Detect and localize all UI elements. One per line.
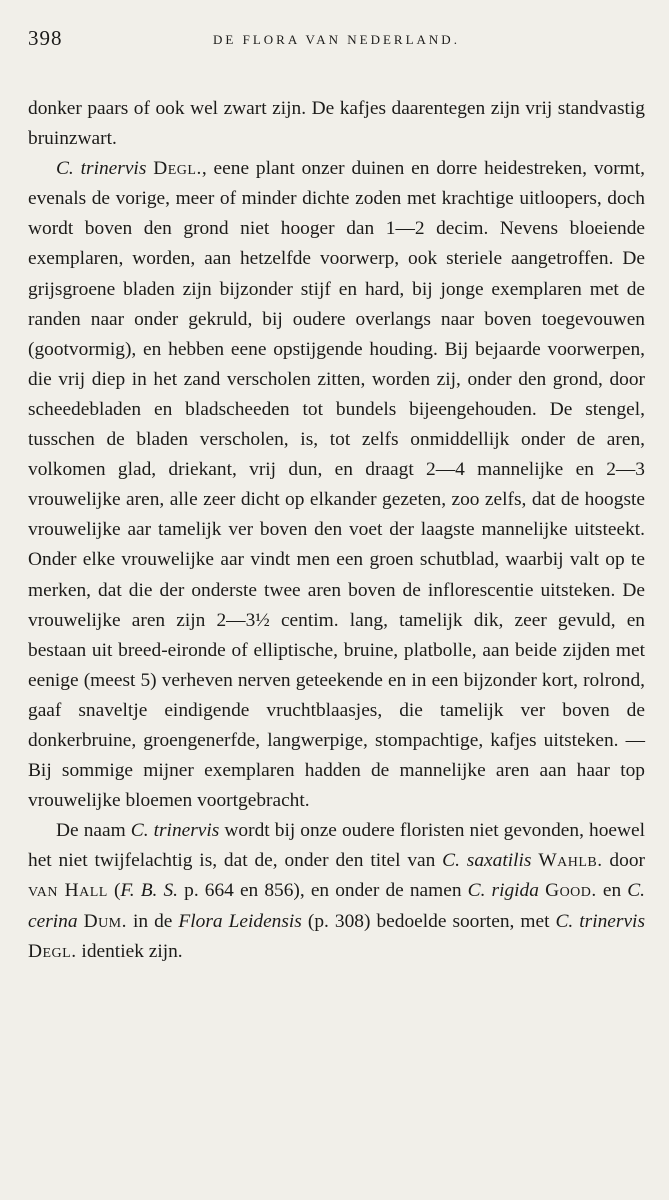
body-text [28,94,645,967]
italic-term: C. cerina [28,880,646,932]
italic-term: C. saxatilis [442,850,532,872]
author-abbreviation: Degl. [153,158,202,180]
text-run: p. 664 en 856), en onder de namen [178,880,468,902]
running-head [28,22,645,56]
italic-term: Flora Leidensis [178,910,302,932]
paragraph-p1 [28,94,645,154]
paragraph-p3 [28,816,645,966]
text-run: (p. 308) bedoelde soorten, met [301,910,556,932]
running-title: DE FLORA VAN NEDERLAND. [213,32,460,47]
italic-term: C. trinervis [56,158,147,180]
text-run: donker paars of ook wel zwart zijn. De kafjes daarentegen zijn vrij standvastig bruinzwart. [28,98,645,150]
text-run: ( [107,880,121,902]
italic-term: C. trinervis [130,820,220,842]
text-run: in de [126,910,179,932]
author-abbreviation: van Hall [28,880,108,902]
text-run: en [596,880,628,902]
text-run: door [602,850,645,872]
page-number: 398 [28,26,63,50]
text-run: wordt bij onze oudere floristen niet gevonden, hoewel het niet twijfelachtig is, dat de, onder den titel van [28,820,645,872]
author-abbreviation: Degl. [28,940,77,962]
paragraph-p2 [28,154,645,816]
author-abbreviation: Dum. [83,910,127,932]
text-run: De naam [56,820,131,842]
italic-term: C. rigida [467,880,539,902]
italic-term: F. B. S. [120,880,179,902]
author-abbreviation: Good. [545,880,597,902]
author-abbreviation: Wahlb. [538,850,603,872]
text-run: , eene plant onzer duinen en dorre heidestreken, vormt, evenals de vorige, meer of minder dichte zoden met krachtige uitloopers, doch wordt boven den grond niet hooger dan 1—2 decim. Nevens bloeiende exemplaren, worden, aan hetzelfde voorwerp, ook steriele aangetroffen. De grijsgroene bladen zijn bijzonder stijf en hard, bij jonge exemplaren met de randen naar onder gekruld, bij oudere overlangs naar boven toegevouwen (gootvormig), en hebben eene opstijgende houding. Bij bejaarde voorwerpen, die vrij diep in het zand verscholen zitten, worden zij, onder den grond, door scheedebladen en bladscheeden tot bundels bijeengehouden. De stengel, tusschen de bladen verscholen, is, tot zelfs onmiddellijk onder de aren, volkomen glad, driekant, vrij dun, en draagt 2—4 mannelijke en 2—3 vrouwelijke aren, alle zeer dicht op elkander gezeten, zoo zelfs, dat de hoogste vrouwelijke aar tamelijk ver boven den voet der laagste mannelijke uitsteekt. Onder elke vrouwelijke aar vindt men een groen schutblad, waarbij valt op te merken, dat die der onderste twee aren boven de inflorescentie uitsteken. De vrouwelijke aren zijn 2—3½ centim. lang, tamelijk dik, zeer gevuld, en bestaan uit breed-eironde of elliptische, bruine, platbolle, aan beide zijden met eenige (meest 5) verheven nerven geteekende en in een bijzonder kort, rolrond, gaaf snaveltje eindigende vruchtblaasjes, die tamelijk ver boven de donkerbruine, groengenerfde, langwerpige, stompachtige, kafjes uitsteken. — Bij sommige mijner exemplaren hadden de mannelijke aren aan haar top vrouwelijke bloemen voortgebracht. [28,158,645,812]
italic-term: C. trinervis [555,910,645,932]
text-run: identiek zijn. [76,940,183,962]
